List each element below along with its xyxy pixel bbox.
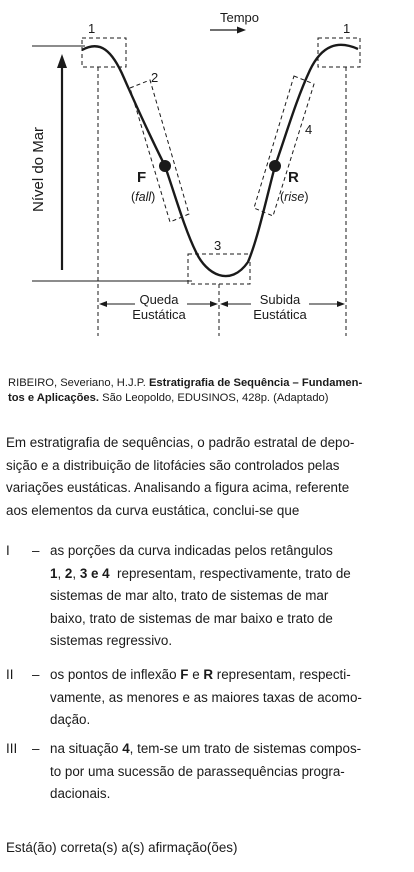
separator: ,: [57, 565, 65, 581]
text-part: , tem-se um trato de sistemas compos-: [129, 741, 362, 756]
intro-line: sição e a distribuição de litofácies são controlados pelas: [6, 457, 340, 473]
bold-letter-r: R: [203, 667, 214, 682]
bold-number: 3: [79, 565, 88, 581]
queda-label-2: Eustática: [132, 307, 186, 322]
box-label-1-left: 1: [88, 21, 96, 36]
box-label-3: 3: [214, 238, 222, 253]
statement-rest: representam, respectivamente, trato de: [109, 565, 351, 581]
inflection-point-r: [269, 160, 281, 172]
bold-number: 4: [102, 565, 110, 581]
queda-arrowhead-left: [99, 301, 107, 307]
box-label-1-right: 1: [343, 21, 351, 36]
statement-line: sistemas de mar alto, trato de sistemas de mar: [50, 588, 329, 604]
box-1-right: [318, 38, 360, 67]
subida-label-2: Eustática: [253, 307, 307, 322]
point-r-letter: R: [288, 169, 299, 186]
intro-line: variações eustáticas. Analisando a figura acima, referente: [6, 480, 350, 496]
statement-line: [50, 738, 398, 761]
subida-arrowhead-left: [220, 301, 228, 307]
statement-line: vamente, as menores e as maiores taxas de acomo-: [50, 689, 362, 705]
statement-line: dação.: [50, 712, 91, 728]
statement-dash: –: [32, 741, 40, 756]
figure-caption: [8, 376, 404, 406]
statement-numeral: I: [6, 543, 10, 558]
text-part: na situação: [50, 741, 123, 756]
statement-dash: –: [32, 667, 40, 682]
caption-title: Estratigrafia de Sequência – Fundamen-: [148, 377, 363, 389]
statement-line: dacionais.: [50, 786, 111, 802]
text-part: e: [188, 667, 204, 682]
statement-text: [50, 664, 398, 732]
sea-level-label: Nível do Mar: [30, 126, 47, 212]
subida-arrowhead-right: [337, 301, 345, 307]
statement-text: [50, 738, 398, 806]
bold-letter-f: F: [180, 667, 189, 682]
bold-number: 4: [122, 741, 130, 756]
statement-text: [50, 540, 398, 653]
box-1-left: [82, 38, 126, 67]
caption-rest: São Leopoldo, EDUSINOS, 428p. (Adaptado): [102, 392, 329, 404]
separator: ,: [72, 565, 80, 581]
statement-line: baixo, trato de sistemas de mar baixo e trato de: [50, 610, 333, 626]
point-f-letter: F: [137, 169, 147, 186]
box-label-4: 4: [305, 122, 313, 137]
statement-line: to por uma sucessão de parassequências progra-: [50, 763, 345, 779]
time-arrowhead: [237, 27, 246, 34]
statement-line: [50, 563, 398, 586]
point-f-word: (fall): [131, 190, 156, 204]
question-prompt: Está(ão) correta(s) a(s) afirmação(ões): [6, 840, 238, 855]
queda-arrowhead-right: [210, 301, 218, 307]
statement-numeral: III: [6, 741, 18, 756]
statement-numeral: II: [6, 667, 14, 682]
intro-line: Em estratigrafia de sequências, o padrão estratal de depo-: [6, 435, 355, 450]
queda-label-1: Queda: [139, 292, 179, 307]
separator: e: [87, 565, 103, 581]
caption-title-2: tos e Aplicações.: [8, 392, 99, 404]
box-label-2: 2: [151, 70, 159, 85]
sea-level-arrowhead: [57, 54, 67, 68]
statement-line: [50, 664, 398, 687]
time-label: Tempo: [220, 10, 260, 25]
point-r-word: (rise): [280, 190, 309, 204]
text-part: representam, respecti-: [213, 667, 351, 682]
statement-dash: –: [32, 543, 40, 558]
subida-label-1: Subida: [259, 292, 301, 307]
inflection-point-f: [159, 160, 171, 172]
intro-line: aos elementos da curva eustática, conclui-se que: [6, 502, 300, 518]
intro-paragraph: [6, 432, 404, 522]
eustatic-curve-diagram: [0, 0, 414, 350]
bold-number: 1: [50, 565, 58, 581]
caption-author: RIBEIRO, Severiano, H.J.P.: [8, 377, 146, 389]
bold-number: 2: [64, 565, 73, 581]
statement-line: sistemas regressivo.: [50, 633, 173, 649]
text-part: os pontos de inflexão: [50, 667, 181, 682]
statement-line: as porções da curva indicadas pelos retângulos: [50, 543, 333, 558]
